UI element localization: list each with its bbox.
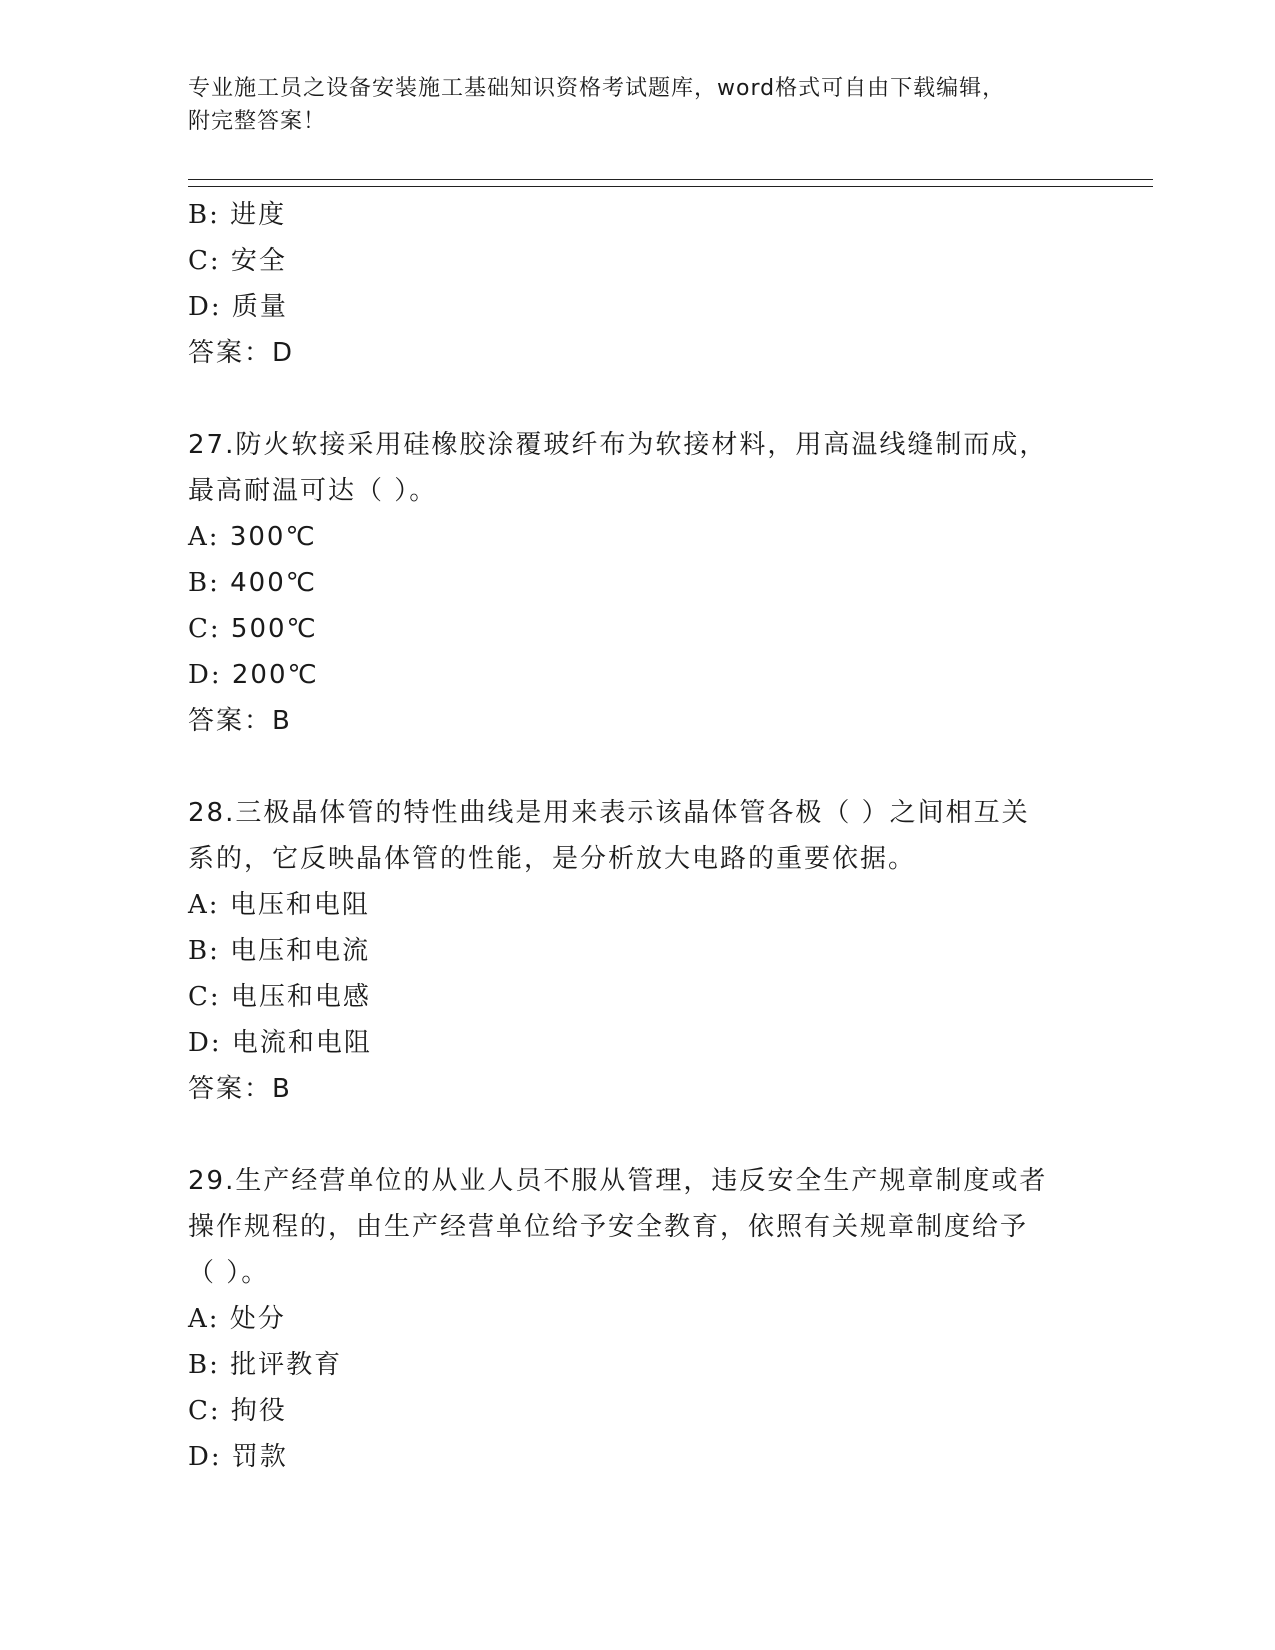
stem-line: 27.防火软接采用硅橡胶涂覆玻纤布为软接材料，用高温线缝制而成， (188, 430, 1048, 460)
spacer (188, 744, 1088, 790)
option-text: 处分 (229, 1304, 286, 1334)
continued-question (188, 192, 1088, 376)
option-text: 电压和电阻 (229, 890, 370, 920)
option-text: 电压和电流 (230, 936, 371, 966)
option-d (188, 1434, 1088, 1480)
option-text: 质量 (231, 292, 288, 322)
option-text: 400℃ (230, 568, 317, 598)
header-line-1: 专业施工员之设备安装施工基础知识资格考试题库，word格式可自由下载编辑， (188, 76, 1006, 101)
option-letter: B: (188, 568, 220, 598)
option-letter: B: (188, 936, 220, 966)
option-b (188, 928, 1088, 974)
stem-line: （ ）。 (188, 1258, 270, 1288)
question-27 (188, 422, 1088, 744)
option-letter: C: (188, 614, 221, 644)
option-letter: D: (188, 1442, 222, 1472)
option-letter: C: (188, 246, 221, 276)
answer: 答案：D (188, 338, 295, 368)
option-d (188, 652, 1088, 698)
option-text: 电流和电阻 (231, 1028, 372, 1058)
question-28 (188, 790, 1088, 1112)
option-text: 进度 (230, 200, 287, 230)
stem-line: 操作规程的，由生产经营单位给予安全教育，依照有关规章制度给予 (188, 1212, 1029, 1242)
question-29 (188, 1158, 1088, 1480)
option-b (188, 560, 1088, 606)
stem-line: 29.生产经营单位的从业人员不服从管理，违反安全生产规章制度或者 (188, 1166, 1048, 1196)
page-header (188, 72, 1088, 138)
option-c (188, 238, 1088, 284)
header-double-rule (188, 179, 1153, 187)
header-line-2: 附完整答案！ (188, 109, 327, 134)
stem-line: 28.三极晶体管的特性曲线是用来表示该晶体管各极（ ）之间相互关 (188, 798, 1030, 828)
option-letter: C: (188, 982, 221, 1012)
option-letter: D: (188, 660, 222, 690)
option-text: 拘役 (230, 1396, 287, 1426)
option-text: 300℃ (229, 522, 317, 552)
option-b (188, 1342, 1088, 1388)
option-c (188, 1388, 1088, 1434)
option-c (188, 606, 1088, 652)
spacer (188, 376, 1088, 422)
option-text: 电压和电感 (230, 982, 371, 1012)
option-c (188, 974, 1088, 1020)
spacer (188, 1112, 1088, 1158)
question-stem (188, 790, 1088, 882)
option-letter: A: (188, 522, 220, 552)
option-letter: B: (188, 200, 220, 230)
option-text: 200℃ (231, 660, 319, 690)
option-letter: A: (188, 890, 220, 920)
stem-line: 系的，它反映晶体管的性能，是分析放大电路的重要依据。 (188, 844, 917, 874)
option-a (188, 1296, 1088, 1342)
question-stem (188, 1158, 1088, 1296)
document-body (188, 192, 1088, 1480)
option-letter: A: (188, 1304, 220, 1334)
option-text: 500℃ (230, 614, 318, 644)
option-letter: C: (188, 1396, 221, 1426)
option-letter: D: (188, 1028, 222, 1058)
answer: 答案：B (188, 706, 292, 736)
option-letter: D: (188, 292, 222, 322)
option-letter: B: (188, 1350, 220, 1380)
option-b (188, 192, 1088, 238)
option-a (188, 882, 1088, 928)
stem-line: 最高耐温可达（ ）。 (188, 476, 438, 506)
question-stem (188, 422, 1088, 514)
option-d (188, 1020, 1088, 1066)
answer: 答案：B (188, 1074, 292, 1104)
option-d (188, 284, 1088, 330)
option-a (188, 514, 1088, 560)
option-text: 罚款 (231, 1442, 288, 1472)
option-text: 批评教育 (230, 1350, 343, 1380)
option-text: 安全 (230, 246, 287, 276)
